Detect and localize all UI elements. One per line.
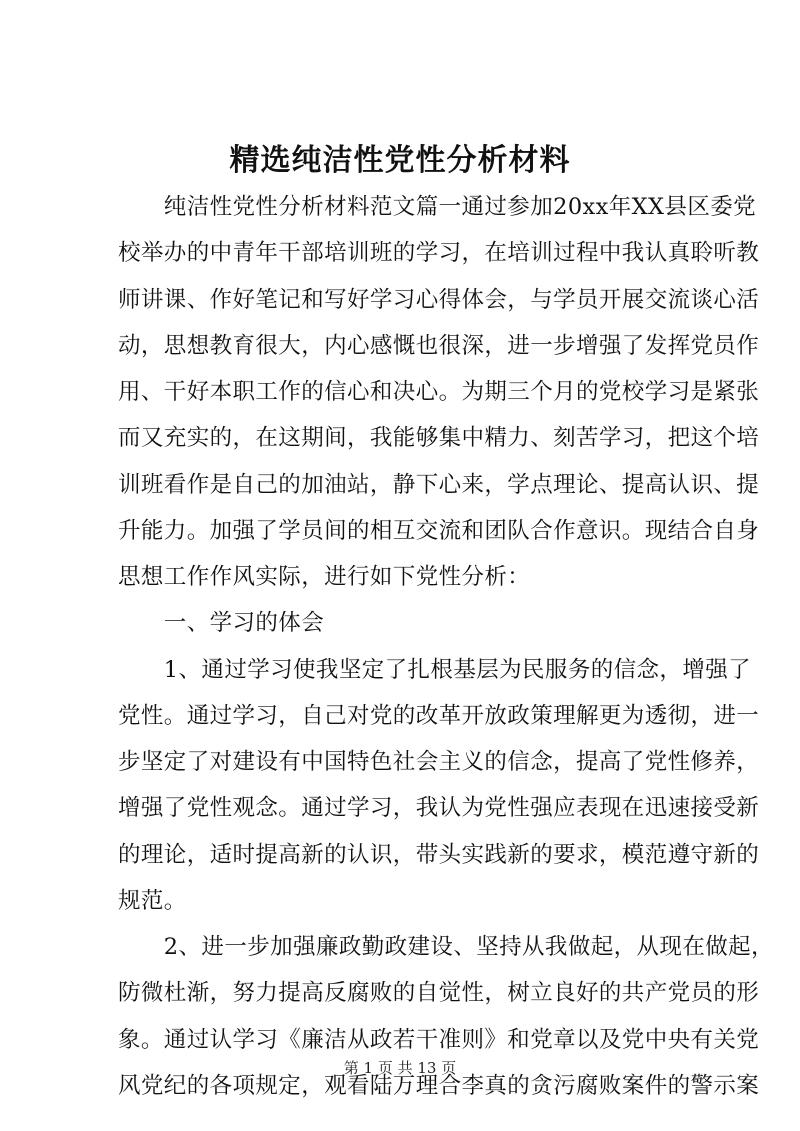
- text-line: 训班看作是自己的加油站，静下心来，学点理论、提高认识、提: [118, 471, 760, 498]
- text-line: 风党纪的各项规定，观看陆万理合李真的贪污腐败案件的警示案: [118, 1072, 760, 1099]
- text-line: 的理论，适时提高新的认识，带头实践新的要求，模范遵守新的: [118, 841, 760, 868]
- text-line: 2、进一步加强廉政勤政建设、坚持从我做起，从现在做起，: [118, 934, 774, 960]
- text-line: 一、学习的体会: [118, 610, 325, 637]
- document-body: [118, 184, 774, 1109]
- text-line: 步坚定了对建设有中国特色社会主义的信念，提高了党性修养，: [118, 749, 760, 775]
- text-line: 党性。通过学习，自己对党的改革开放政策理解更为透彻，进一: [118, 702, 760, 729]
- page-footer: 第 1 页 共 13 页: [343, 1059, 457, 1077]
- text-line: 而又充实的，在这期间，我能够集中精力、刻苦学习，把这个培: [118, 425, 760, 452]
- text-line: 纯洁性党性分析材料范文篇一通过参加20xx年XX县区委党: [118, 194, 757, 220]
- text-line: 师讲课、作好笔记和写好学习心得体会，与学员开展交流谈心活: [118, 286, 760, 313]
- text-line: 校举办的中青年干部培训班的学习，在培训过程中我认真聆听教: [118, 240, 760, 267]
- text-line: 防微杜渐，努力提高反腐败的自觉性，树立良好的共产党员的形: [118, 980, 760, 1007]
- text-line: 象。通过认学习《廉洁从政若干准则》和党章以及党中央有关党: [118, 1026, 760, 1053]
- text-line: 动，思想教育很大，内心感慨也很深，进一步增强了发挥党员作: [118, 332, 760, 359]
- text-line: 增强了党性观念。通过学习，我认为党性强应表现在迅速接受新: [118, 795, 760, 822]
- document-title: 精选纯洁性党性分析材料: [229, 143, 571, 178]
- text-line: 规范。: [118, 887, 187, 914]
- text-line: 升能力。加强了学员间的相互交流和团队合作意识。现结合自身: [118, 517, 760, 544]
- text-line: 用、干好本职工作的信心和决心。为期三个月的党校学习是紧张: [118, 379, 760, 405]
- text-line: 1、通过学习使我坚定了扎根基层为民服务的信念，增强了: [118, 656, 752, 683]
- text-line: 思想工作作风实际，进行如下党性分析：: [118, 564, 531, 590]
